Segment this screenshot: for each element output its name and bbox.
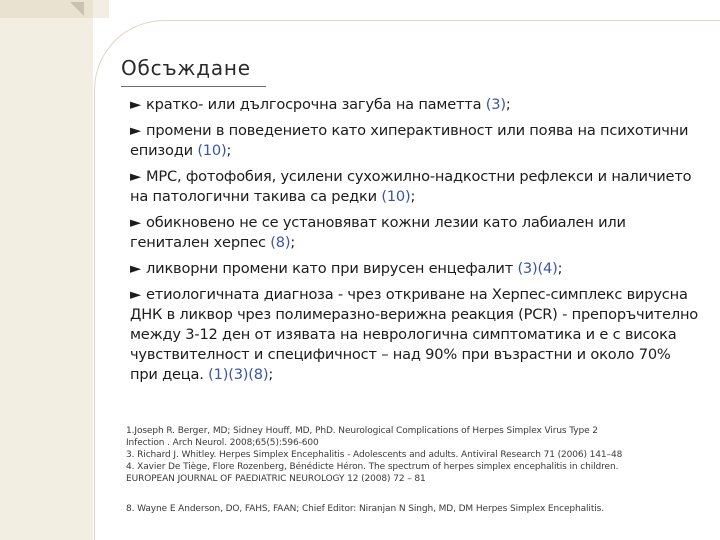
bullet-text: промени в поведението като хиперактивност или поява на психотични епизоди	[130, 122, 689, 159]
bullet-item	[130, 121, 702, 161]
bullet-end: ;	[226, 142, 232, 159]
citation: (3)(4)	[517, 260, 558, 277]
bullet-end: ;	[290, 234, 296, 251]
reference-list	[126, 425, 706, 515]
bullet-end: ;	[505, 96, 511, 113]
decorative-top-strip	[93, 0, 109, 18]
bullet-item	[130, 213, 702, 253]
bullet-arrow-icon: ►	[130, 96, 142, 113]
citation: (10)	[197, 142, 227, 159]
bullet-arrow-icon: ►	[130, 260, 142, 277]
reference-line: Infection . Arch Neurol. 2008;65(5):596-600	[126, 438, 319, 448]
bullet-end: ;	[557, 260, 563, 277]
bullet-item	[130, 259, 702, 279]
bullet-text: ликворни промени като при вирусен енцефалит	[146, 260, 518, 277]
bullet-item	[130, 95, 702, 115]
slide-title: Обсъждане	[121, 56, 251, 80]
bullet-arrow-icon: ►	[130, 168, 142, 185]
bullet-arrow-icon: ►	[130, 286, 142, 303]
bullet-item	[130, 285, 702, 385]
bullet-text: етиологичната диагноза - чрез откриване на Херпес-симплекс вирусна ДНК в ликвор чрез полимеразно-верижна реакция (PCR) - препоръчително между 3-12 ден от изявата на неврологична симптоматика и е с висока чувствителност и специфичност – над 90% при възрастни и около 70% при деца.	[130, 286, 699, 383]
citation: (10)	[381, 188, 411, 205]
bullet-text: обикновено не се установяват кожни лезии като лабиален или генитален херпес	[130, 214, 626, 251]
title-underline	[121, 86, 266, 87]
bullet-list	[130, 95, 702, 391]
reference-line: 3. Richard J. Whitley. Herpes Simplex Encephalitis - Adolescents and adults. Antiviral Research 71 (2006) 141–48	[126, 450, 623, 460]
citation: (8)	[270, 234, 291, 251]
corner-triangle-icon	[70, 2, 84, 16]
bullet-end: ;	[268, 366, 274, 383]
bullet-end: ;	[410, 188, 416, 205]
bullet-item	[130, 167, 702, 207]
reference-line: 1.Joseph R. Berger, MD; Sidney Houff, MD, PhD. Neurological Complications of Herpes Simplex Virus Type 2	[126, 426, 598, 436]
bullet-arrow-icon: ►	[130, 122, 142, 139]
reference-line: EUROPEAN JOURNAL OF PAEDIATRIC NEUROLOGY 12 (2008) 72 – 81	[126, 474, 426, 484]
reference-line: 4. Xavier De Tiège, Flore Rozenberg, Bénédicte Héron. The spectrum of herpes simplex encephalitis in children.	[126, 462, 619, 472]
bullet-text: кратко- или дългосрочна загуба на паметта	[146, 96, 486, 113]
bullet-arrow-icon: ►	[130, 214, 142, 231]
reference-line: 8. Wayne E Anderson, DO, FAHS, FAAN; Chief Editor: Niranjan N Singh, MD, DM Herpes Simplex Encephalitis.	[126, 504, 605, 514]
citation: (3)	[485, 96, 506, 113]
citation: (1)(3)(8)	[208, 366, 269, 383]
bullet-text: МРС, фотофобия, усилени сухожилно-надкостни рефлекси и наличието на патологични такива са редки	[130, 168, 692, 205]
decorative-side-band	[0, 0, 93, 540]
